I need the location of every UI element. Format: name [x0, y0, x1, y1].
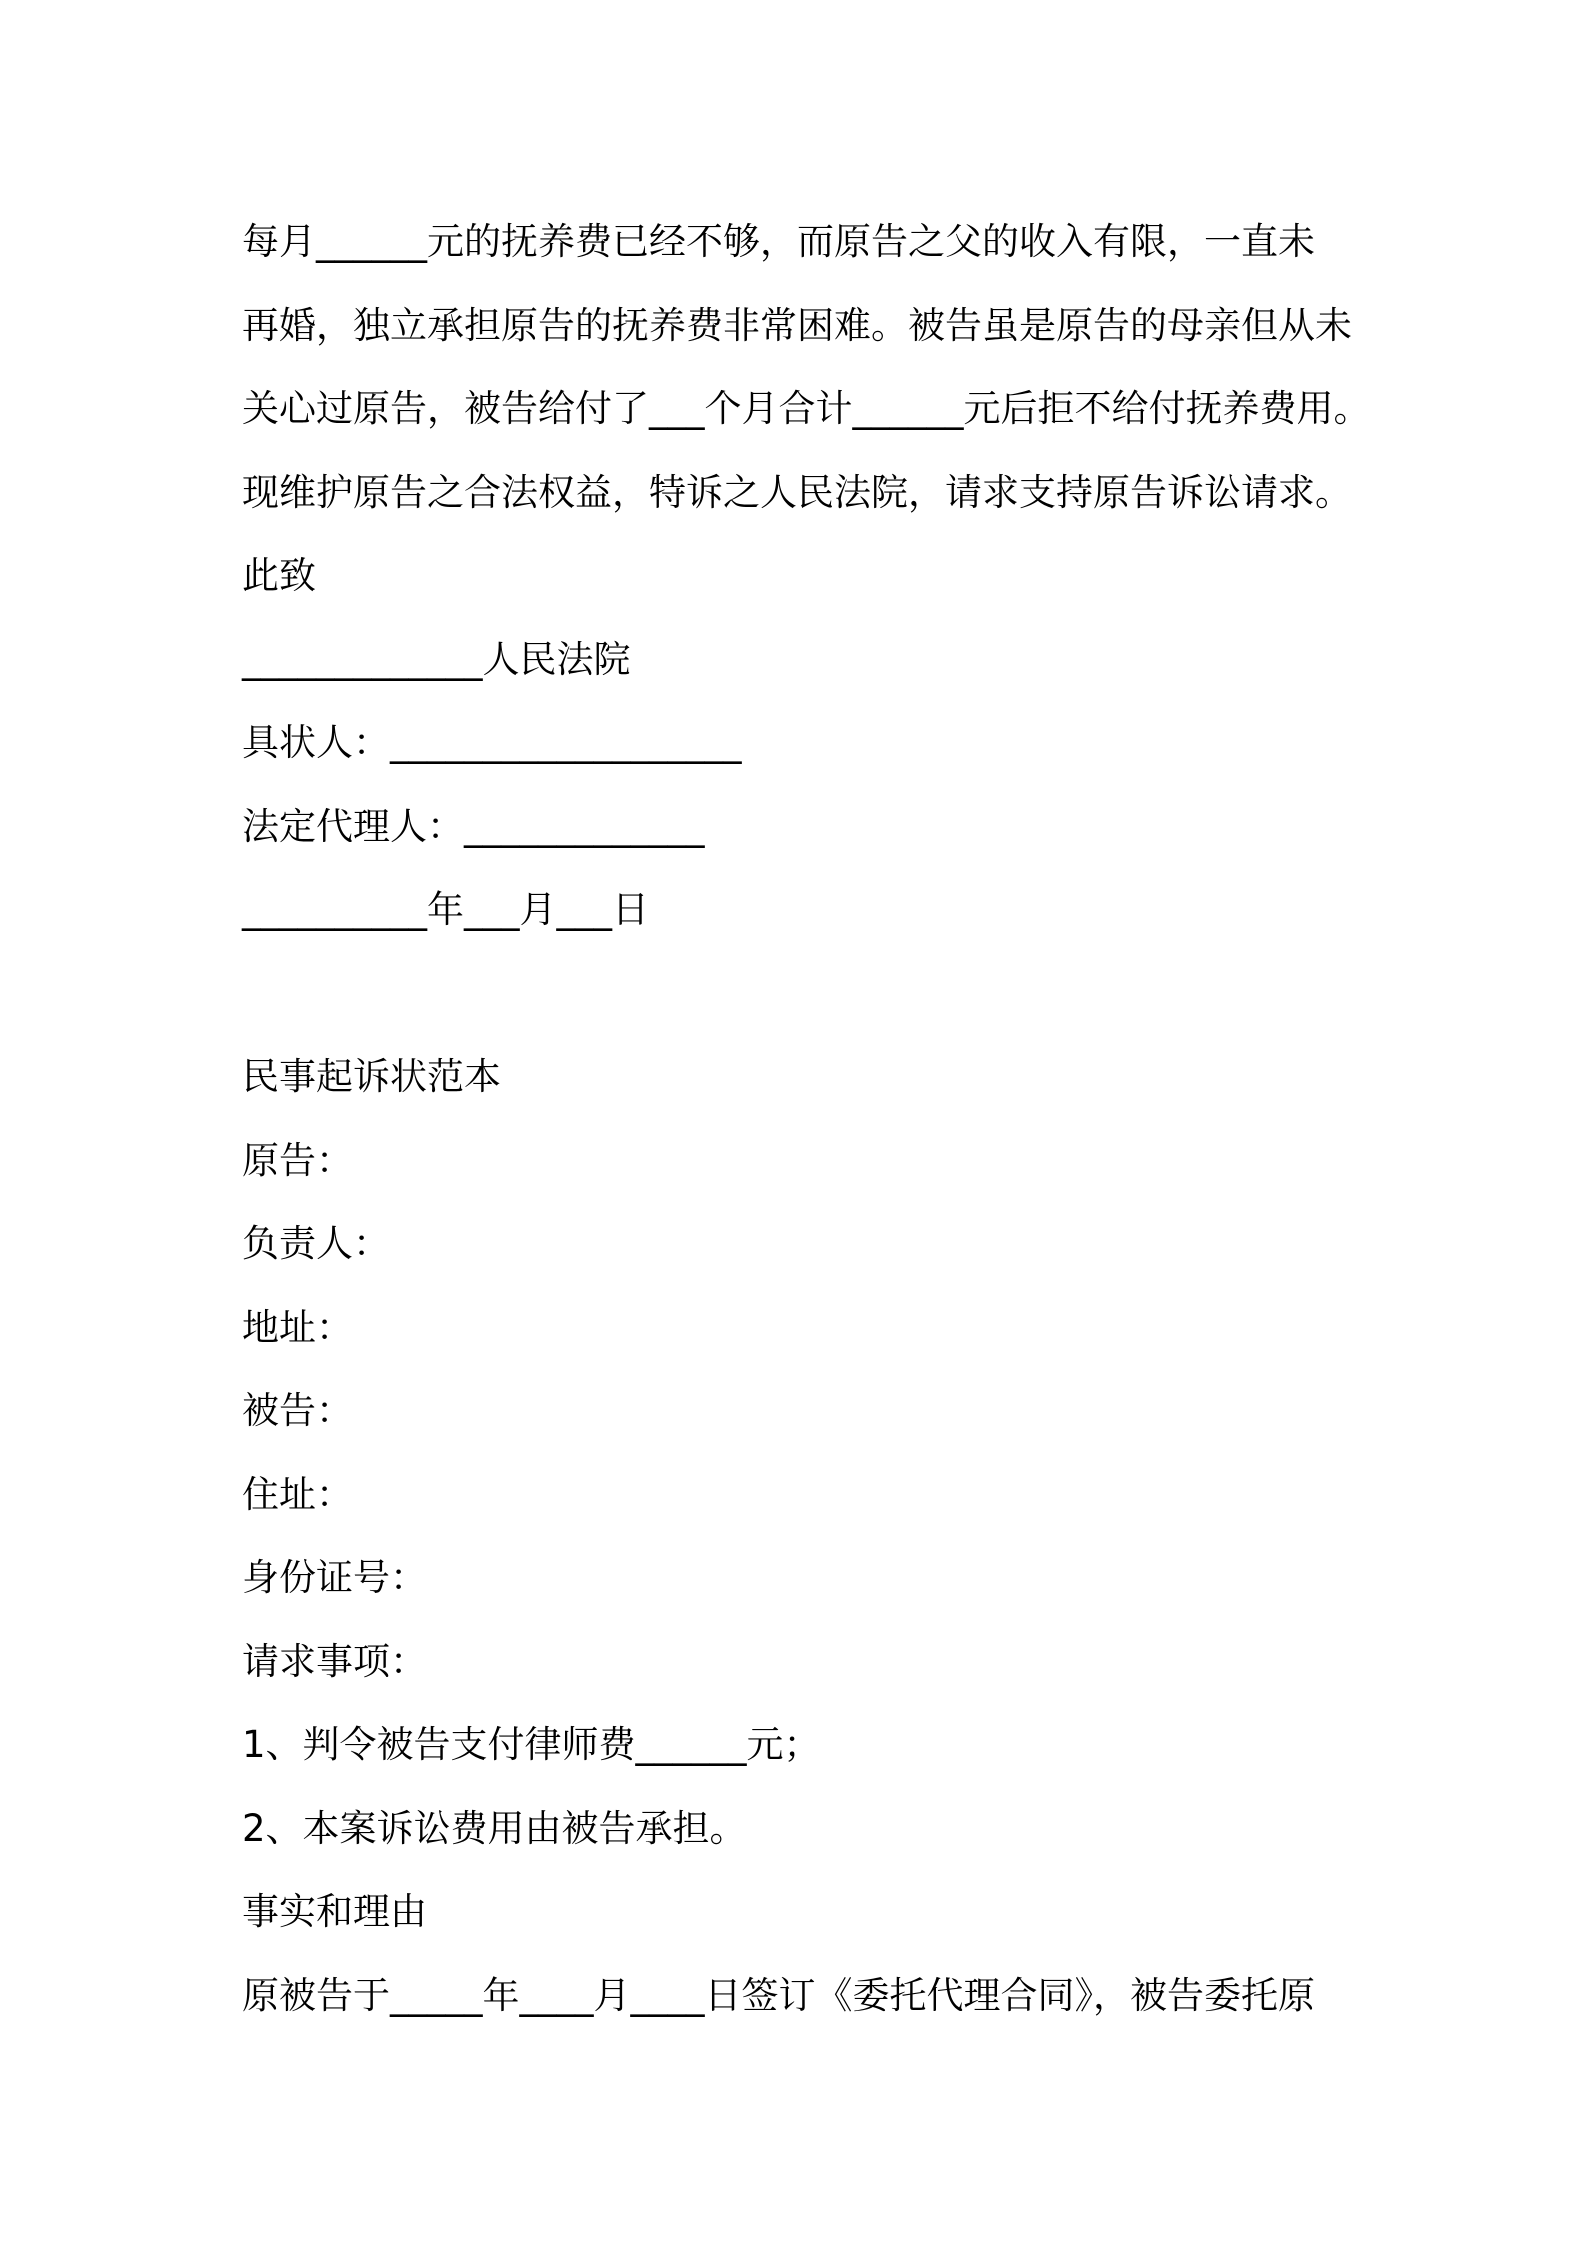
document-body — [242, 200, 1392, 2037]
id-number-field: 身份证号： — [242, 1556, 427, 1599]
facts-heading: 事实和理由 — [242, 1890, 427, 1933]
claim-item: 2、本案诉讼费用由被告承担。 — [242, 1806, 747, 1850]
paragraph-line: 原被告于_____年____月____日签订《委托代理合同》，被告委托原 — [242, 1973, 1315, 2017]
responsible-person-field: 负责人： — [242, 1222, 390, 1265]
paragraph-line: 再婚，独立承担原告的抚养费非常困难。被告虽是原告的母亲但从未 — [242, 303, 1352, 347]
paragraph-line: 每月______元的抚养费已经不够，而原告之父的收入有限，一直未 — [242, 220, 1315, 263]
date-line: __________年___月___日 — [242, 888, 649, 931]
court-name-line: _____________人民法院 — [242, 637, 631, 681]
paragraph-line: 现维护原告之合法权益，特诉之人民法院，请求支持原告诉讼请求。 — [242, 470, 1352, 514]
defendant-field: 被告： — [242, 1389, 353, 1432]
salutation: 此致 — [242, 554, 316, 597]
residence-field: 住址： — [242, 1472, 353, 1516]
claim-item: 1、判令被告支付律师费______元； — [242, 1723, 821, 1766]
claims-heading: 请求事项： — [242, 1639, 427, 1683]
section-title: 民事起诉状范本 — [242, 1055, 501, 1098]
section-spacer — [242, 952, 1392, 1036]
address-field: 地址： — [242, 1305, 353, 1349]
plaintiff-signature-line: 具状人：___________________ — [242, 721, 742, 764]
paragraph-line: 关心过原告，被告给付了___个月合计______元后拒不给付抚养费用。 — [242, 387, 1371, 430]
plaintiff-field: 原告： — [242, 1138, 353, 1182]
legal-representative-line: 法定代理人：_____________ — [242, 804, 705, 848]
